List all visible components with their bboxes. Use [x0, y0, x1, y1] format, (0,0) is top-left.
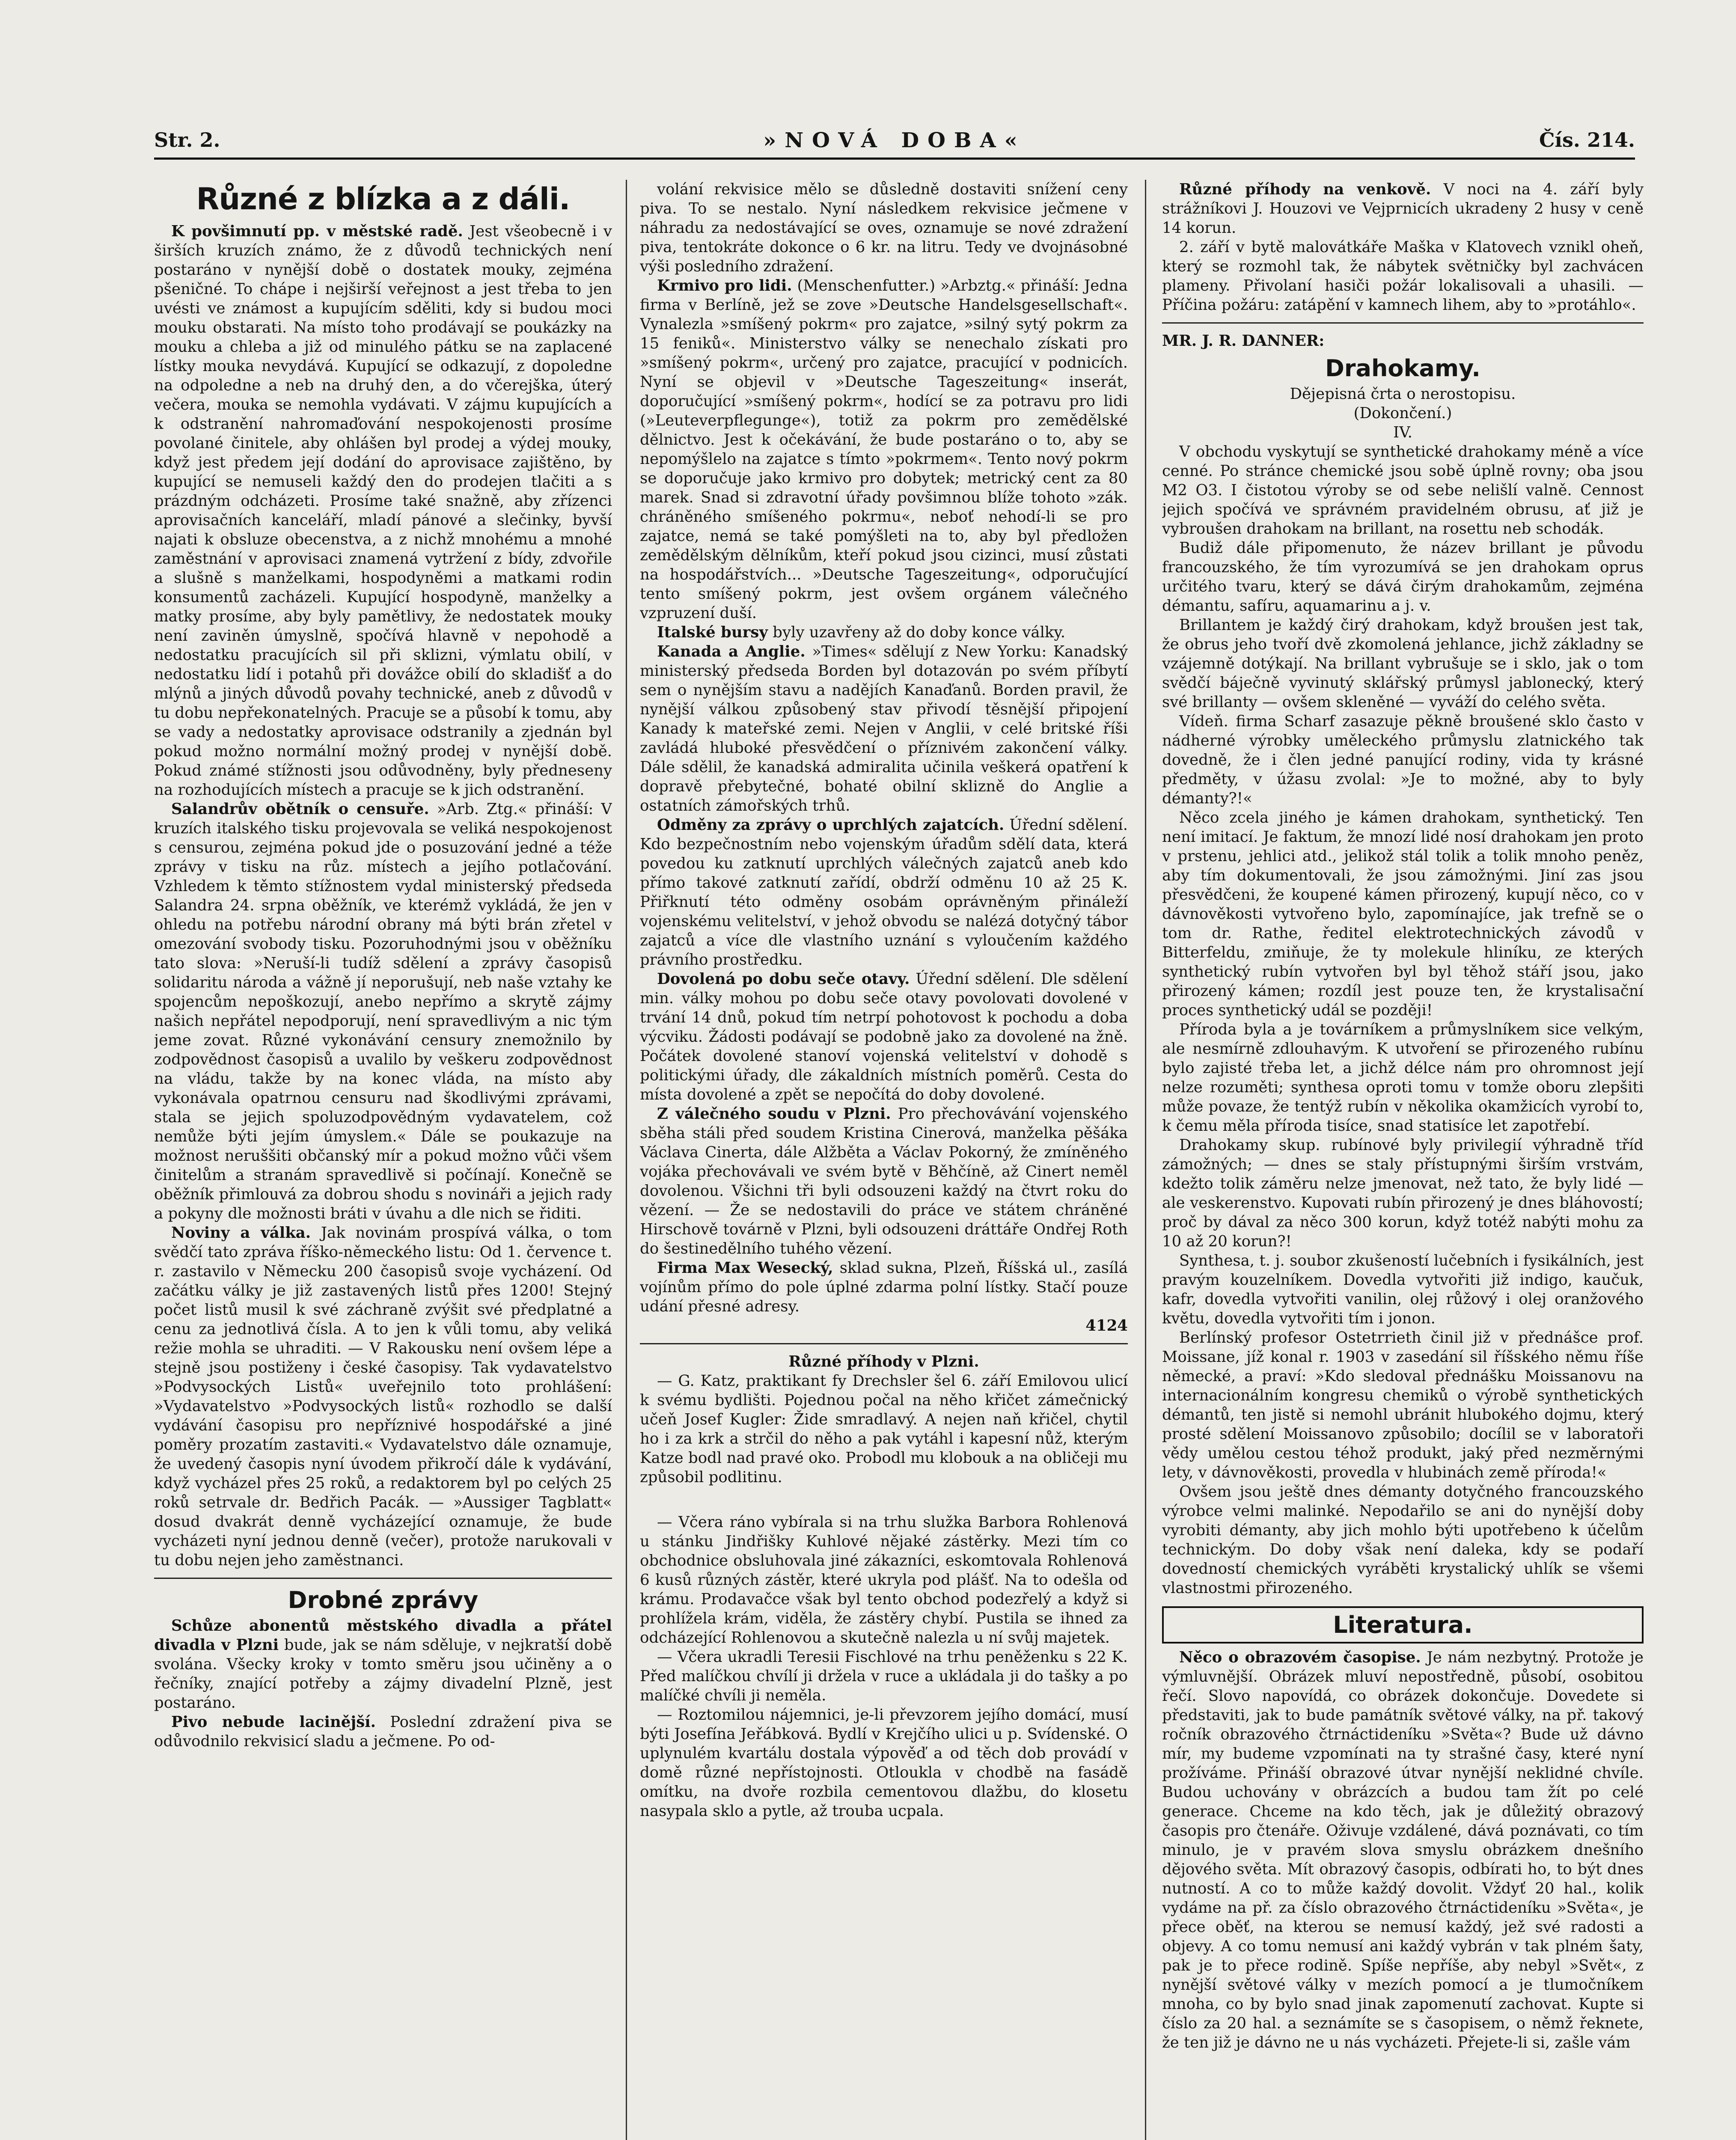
article-heading: K povšimnutí pp. v městské radě. [171, 223, 463, 240]
article: — Roztomilou nájemnici, je-li převzorem jejího domácí, musí býti Josefína Jeřábková. Bydlí v Krejčího ulici u p. Svídenské. O uplynulém kvartálu dostala výpověď a od těch dob provádí v domě různé nepřístojnosti. Otloukla v chodbě na fasádě omítku, na dvoře rozbila cementovou dlažbu, do klosetu nasypala sklo a pytle, až trouba ucpala. [640, 1706, 1128, 1820]
article [640, 642, 1128, 815]
article-continued: volání rekvisice mělo se důsledně dostaviti snížení ceny piva. To se nestalo. Nyní následkem rekvisice ječmene v náhradu za nedostávající se oves, oznamuje se nové zdražení piva, tentokráte dokonce o 6 kr. na litru. Tedy ve dvojnásobné výši posledního zdražení. [640, 181, 1128, 275]
section-title: Různé příhody v Plzni. [788, 1353, 979, 1370]
article-text: V noci na 4. září byly strážníkovi J. Houzovi ve Vejprnicích ukradeny 2 husy v ceně 14 korun. [1162, 181, 1644, 237]
masthead [154, 128, 1635, 167]
article-text: »Arb. Ztg.« přináší: V kruzích italského tisku projevovala se veliká nespokojenost s censurou, zejména pokud jde o posuzování jedné a téže zprávy v tisku na růz. místech a jejího potlačování. Vzhledem k těmto stížnostem vydal ministerský předseda Salandra 24. srpna oběžník, ve kterémž vykládá, že jen v ohledu na potřebu národní obrany má býti brán zřetel v omezování svobody tisku. Pozoruhodnými jsou v oběžníku tato slova: »Neruší-li tudíž sdělení a zprávy časopisů solidaritu národa a vážně jí neporušují, neb naše vztahy ke spojencům nepoškozují, anebo nepřímo a skrytě zájmy našich nepřátel nepodporují, není spravedlivým a nic tým jeme zovat. Různé vykonávání censury znemožnilo by zodpovědnost časopisů a uvalilo by veškeru zodpovědnost na vládu, takže by na konec vláda, na místo aby vykonávala opatrnou censuru nad škodlivými zprávami, stala se jejich spoluzodpovědným vydavatelem, což nemůže býti jejím úmyslem.« Dále se poukazuje na možnost neruššiti občanský mír a pokud možno vůči všem činitelům a stranám spravedlivě si počínají. Konečně se oběžník přimlouvá za dobrou shodu s novináři a jejich rady a pokyny dle možnosti bráti v úvahu a dle nich se řiditi. [154, 800, 612, 1222]
article [640, 623, 1128, 642]
section-numeral: IV. [1393, 424, 1412, 441]
page-label: Str. 2. [154, 128, 220, 152]
article-heading: Firma Max Wesecký, [657, 1259, 833, 1277]
article [640, 1104, 1128, 1258]
section-rule [154, 1578, 612, 1579]
article-paragraph: Příroda byla a je továrníkem a průmyslníkem sice velkým, ale nesmírně zdlouhavým. K utvoření se přirozeného rubínu bylo zajisté třeba let, a jichž délce nám pro ohromnost její nelze rozuměti; synthesa oproti tomu v tomže oboru zlepšiti může povaze, že tentýž rubín v několika okamžicích vyrobí to, k čemu měla příroda tisíce, snad statisíce let zapotřebí. [1162, 1021, 1644, 1135]
section-headline: Různé z blízka a z dáli. [196, 181, 570, 217]
article-text: Úřední sdělení. Dle sdělení min. války mohou po dobu seče otavy povolovati dovolené v trvání 14 dnů, pokud tím netrpí pohotovost k pochodu a doba výcviku. Žádosti podávají se podobně jako za dovolené na žně. Počátek dovolené stanoví vojenská velitelství v dohodě s politickými úřady, dle zákaldních místních poměrů. Cesta do místa dovolené a zpět se nepočítá do doby dovolené. [640, 970, 1128, 1103]
article-text: (Menschenfutter.) »Arbztg.« přináší: Jedna firma v Berlíně, jež se zove »Deutsche Handelsgesellschaft«. Vynalezla »smíšený pokrm« pro zajatce, »silný sytý pokrm za 15 feniků«. Ministerstvo války se nenechalo získati pro »smíšený pokrm«, určený pro zajatce, pracující v podnicích. Nyní se objevil v »Deutsche Tageszeitung« inserát, doporučující »smíšený pokrm«, hodící se za potravu pro lidi (»Leuteverpflegunge«), totiž za pokrm pro zemědělské dělnictvo. Jest k očekávání, že bude postaráno o to, aby se nepomýšlelo na zajatce s tímto »pokrmem«. Tento nový pokrm se doporučuje jako krmivo pro dobytek; metrický cent za 80 marek. Snad si zdravotní úřady povšimnou blíže tohoto »zák. chráněného smíšeného pokrmu«, neboť nehodí-li se pro zajatce, nemá se také pomýšleti na to, aby byl předložen zemědělským dělníkům, kteří pokud jsou cizinci, musí zůstati na hospodářstvích... »Deutsche Tageszeitung«, odporučující tento smíšený pokrm, jest ovšem orgánem válečného vzpruzení duší. [640, 277, 1128, 622]
article-title: Drahokamy. [1325, 355, 1480, 382]
article-paragraph: V obchodu vyskytují se synthetické drahokamy méně a více cenné. Po stránce chemické jsou sobě úplně rovny; oba jsou M2 O3. I čistotou výroby se od sebe nelišlí valně. Cennost jejich spočívá ve správném pravidelném obrusu, ať již je vybroušen drahokam na brillant, na rosettu neb schodák. [1162, 443, 1644, 538]
article-heading: Salandrův obětník o censuře. [171, 800, 429, 818]
article-paragraph: Ovšem jsou ještě dnes démanty dotyčného francouzského výrobce velmi malinké. Nepodařilo se ani do nynější doby vyrobiti démanty, aby jich mohlo býti upotřebeno k účelům technickým. Do doby však není daleka, kdy se podaří dovedností chemických vyráběti krystalický uhlík se všemi vlastnostmi přirozeného. [1162, 1483, 1644, 1597]
article-heading: Dovolená po dobu seče otavy. [657, 970, 910, 988]
advertisement [640, 1258, 1128, 1316]
article-text: Je nám nezbytný. Protože je výmluvnější. Obrázek mluví nepostředně, působí, osobitou řečí. Slovo napovídá, co obrázek dokončuje. Dovedete si představiti, jak to bude památník světové války, na př. takový ročník obrazového čtrnáctideníku »Světa«? Bude už dávno mír, my budeme vzpomínati na ty strašné časy, které nyní prožíváme. Přináší obrazové útvar nynější neklidné chvíle. Budou uchovány v obrázcích a budou tam žít po celé generace. Chceme na kdo těch, jak je důležitý obrazový časopis pro čtenáře. Oživuje vzdálené, dává poznávati, co tím minulo, je v pravém slova smyslu obrázkem dnešního dějového světa. Mít obrazový časopis, odbírati ho, to být dnes nutností. A co to může každý dovolit. Vždyť 20 hal., kolik vydáme na př. za číslo obrazového čtrnáctideníku »Světa«, je přece oběť, na kterou se nemusí každý, jež své radosti a objevy. A co tomu nemusí ani každý vybrán v tak plném šaty, pak je to přece rodině. Spíše nepříše, aby nebyl »Svět«, z nynější světové války v mezích pomocí a je tlumočníkem mnoha, co by bylo snad jinak zapomenutí zachovat. Kupte si číslo za 20 hal. a seznámíte se s časopisem, o němž řeknete, že ten již je dávno ne u nás vycházeti. Přejete-li si, zašle vám [1162, 1649, 1644, 2051]
article-paragraph: Brillantem je každý čirý drahokam, když broušen jest tak, že obrus jeho tvoří dvě zkomolená jehlance, jichž základny se vzájemně dotýkají. Na brillant vybrušuje se i sklo, jak o tom svědčí báječně vyvinutý sklářský průmysl jablonecký, který své brillanty — ovšem skleněné — vyváží do celého světa. [1162, 616, 1644, 711]
column-divider [626, 180, 627, 2140]
article [640, 969, 1128, 1104]
article-paragraph: Synthesa, t. j. soubor zkušeností lučebních i fysikálních, jest pravým kouzelníkem. Dovedla vytvořiti již indigo, kaučuk, kafr, dovedla vytvořiti vanilin, olej růžový i olej oranžového květu, dovedla vytvořiti tím i jonon. [1162, 1252, 1644, 1327]
article: 2. září v bytě malovátkáře Maška v Klatovech vznikl oheň, který se rozmohl tak, že nábytek světničky byl zachvácen plameny. Přivolaní hasiči požár lokalisovali a uhasili. — Příčina požáru: zatápění v kamnech lihem, aby to »protáhlo«. [1162, 238, 1644, 314]
article [154, 222, 612, 800]
article [1162, 180, 1644, 238]
article-paragraph: Drahokamy skup. rubínové byly privilegií výhradně tříd zámožných; — dnes se staly přístupnými širším vrstvám, kdežto tolik záměru nelze jmenovat, než tato, že byly lidé — ale veskerenstvo. Kupovati rubín přirozený je dnes bláhovostí; proč by dával za něco 300 korun, když totéž nabýti mohu za 10 až 20 korun?! [1162, 1136, 1644, 1250]
article-heading: Něco o obrazovém časopise. [1179, 1649, 1421, 1666]
masthead-rule [154, 158, 1635, 160]
article [154, 1223, 612, 1570]
column-1 [154, 180, 612, 2140]
article-heading: Kanada a Anglie. [657, 643, 806, 660]
article [640, 815, 1128, 969]
article [640, 276, 1128, 623]
article-paragraph: Vídeň. firma Scharf zasazuje pěkně broušené sklo často v nádherné výrobky uměleckého průmyslu zlatnického tak dovedně, že i člen jedné panující rodiny, vida ty krásné předměty, v úžasu zvolal: »Je to možné, aby to byly démanty?!« [1162, 713, 1644, 807]
article-subtitle: Dějepisná črta o nerostopisu. [1290, 385, 1516, 403]
article-heading: Krmivo pro lidi. [657, 277, 792, 294]
article-text: sklad sukna, Plzeň, Říšská ul., zasílá vojínům přímo do pole úplné zdarma polní lístky. Stačí pouze udání přesné adresy. [640, 1259, 1128, 1315]
article-text: Úřední sdělení. Kdo bezpečnostním nebo vojenským úřadům sdělí data, která povedou ku zatknutí uprchlých válečných zajatců aneb kdo přímo takové zatknutí zařídí, obdrží odměnu 10 až 25 K. Přiřknutí této odměny osobám oprávněným přináleží vojenskému velitelství, v jehož obvodu se nalézá dotyčný tábor zajatců a více dle vlastního uznání s vyloučením každého právního prostředku. [640, 816, 1128, 969]
article-heading: Odměny za zprávy o uprchlých zajatcích. [657, 816, 1005, 834]
section-title: Drobné zprávy [288, 1587, 479, 1614]
article [154, 800, 612, 1223]
issue-number: Čís. 214. [1539, 128, 1635, 152]
article-text: »Times« sdělují z New Yorku: Kanadský ministerský předseda Borden byl dotazován po svém příbytí sem o nynějším stavu a nadějích Kanaďanů. Borden pravil, že nynější válkou způsobený stav přivodí těsnější připojení Kanady k mateřské zemi. Nejen v Anglii, v celé britské říši zavládá hluboké přesvědčení o příznivém zakončení války. Dále sdělil, že kanadská admiralita učinila veškerá opatření k dopravě přebytečné, bohaté obilní sklizně do Anglie a ostatních zámořských trhů. [640, 643, 1128, 814]
article-heading: Pivo nebude lacinější. [171, 1713, 376, 1731]
article: — G. Katz, praktikant fy Drechsler šel 6. září Emilovou ulicí k svému bydlišti. Pojednou počal na něho křičet zámečnický učeň Josef Kugler: Žide smradlavý. A nejen naň křičel, chytil ho i za krk a strčil do něho a pak vytáhl i kapesní nůž, kterým Katze bodl nad pravé oko. Probodl mu klobouk a na obličeji mu způsobil podlitinu. [640, 1372, 1128, 1486]
article-heading: Italské bursy [657, 624, 768, 641]
article-text: Jest všeobecně i v širších kruzích známo, že z důvodů technických není postaráno v nynější době o dostatek mouky, zejména pšeničné. To chápe i nejširší veřejnost a jest třeba to jen uvésti ve známost a kupujícím sděliti, kdy si budou moci mouku obstarati. Na místo toho prodávají se poukázky na mouku a chleba a již od minulého pátku se na zaplacené lístky mouka nevydává. Kupující se odkazují, z dopoledne na odpoledne a neb na druhý den, a do včerejška, úterý večera, mouka se nemohla vydávati. V zájmu kupujících a k odstranění nahromaďování nespokojenosti prosíme povolané činitele, aby ohlášen byl prodej a výdej mouky, když jest předem její dodání do aprovisace zajištěno, by kupující se nemuseli každý den do prodejen tlačiti a s prázdným odcházeti. Prosíme také snažně, aby zřízenci aprovisačních kanceláří, mladí pánové a slečinky, byvší najati k obsluze obecenstva, a z nichž mnohému a mnohé zaměstnání v aprovisaci znamená vytržení z bídy, zdvořile a slušně s manželkami, hospodyněmi a matkami rodin konsumentů zacházeli. Kupující hospodyně, manželky a matky prosíme, aby byly pamětlivy, že nedostatek mouky není zaviněn úmyslně, spočívá hlavně v nepohodě a nedostatku pracujících sil při sklizni, výmlatu obilí, v nedostatku lidí i potahů při dovážce obilí do skladišť a do mlýnů a jiných důvodů povahy technické, aneb z důvodů v tu dobu nepřekonatelných. Pracuje se a působí k tomu, aby se vady a nedostatky aprovisace odstranily a zjednán byl pokud možno normální možný prodej v nynější době. Pokud známé stížnosti jsou odůvodněny, byly předneseny na rozhodujících místech a pracuje se k jich odstranění. [154, 223, 612, 799]
continued-note: (Dokončení.) [1353, 404, 1452, 422]
article-heading: Různé příhody na venkově. [1179, 181, 1431, 198]
article-text: byly uzavřeny až do doby konce války. [773, 624, 1066, 641]
section-title-box [1162, 1606, 1644, 1644]
article-text: Poslední zdražení piva se odůvodnilo rekvisicí sladu a ječmene. Po od- [154, 1713, 612, 1750]
article-paragraph: Budiž dále připomenuto, že název brillant je původu francouzského, že tím vyrozumívá se jen drahokam oprus určitého tvaru, který se dává čirým drahokamům, zejména démantu, safíru, aquamarinu a j. v. [1162, 539, 1644, 615]
article: — Včera ráno vybírala si na trhu služka Barbora Rohlenová u stánku Jindřišky Kuhlové nějaké zástěrky. Mezi tím co obchodnice obsluhovala jiné zákazníci, eskomtovala Rohlenová 6 kusů různých zástěr, které ukryla pod plášť. Na to odešla od krámu. Prodavačce však byl tento obchod podezřelý a když si prohlížela krám, viděla, že zástěry chybí. Pustila se ihned za odcházející Rohlenovou a skutečně nalezla u ní svůj majetek. [640, 1513, 1128, 1647]
article-paragraph: Něco zcela jiného je kámen drahokam, synthetický. Ten není imitací. Je faktum, že mnozí lidé nosí drahokam jen proto v prstenu, jehlici atd., jelikož stál tolik a tolik mnoho peněz, aby tím dokumentovali, že jsou zámožnými. Jiní zas jsou přesvědčeni, že koupené kámen přirozený, kupují něco, co v dávnověkosti vytvořeno bylo, zapomínajíce, jak trefně se o tom dr. Rathe, ředitel elektrotechnických závodů v Bitterfeldu, zmiňuje, že ty molekule hliníku, ze kterých synthetický rubín vytvořen byl byl těhož stáří jsou, jako přirozený kámen; rozdíl jest pouze ten, že krystalisační proces synthetický udál se později! [1162, 809, 1644, 1019]
article-heading: Noviny a válka. [171, 1224, 311, 1242]
column-3 [1162, 180, 1644, 2140]
article-text: bude, jak se nám sděluje, v nejkratší době svolána. Všecky kroky v tomto směru jsou učiněny a o řečníky, znající potřeby a zájmy divadelní Plzně, jest postaráno. [154, 1636, 612, 1712]
section-title: Literatura. [1333, 1611, 1473, 1638]
column-2 [640, 180, 1128, 2140]
article-author: MR. J. R. DANNER: [1162, 332, 1325, 350]
section-rule [1162, 322, 1644, 324]
article-text: Jak novinám prospívá válka, o tom svědčí tato zpráva říško-německého listu: Od 1. července t. r. zastavilo v Německu 200 časopisů svoje vycházení. Od začátku války je již zastavených listů přes 1200! Stejný počet listů musil k své záchraně zvýšit své předplatné a cenu za jednotlivá čísla. A to jen k vůli tomu, aby veliká režie mohla se uhraditi. — V Rakousku není ovšem lépe a stejně jsou postiženy i české časopisy. Tak vydavatelstvo »Podvysockých Listů« uveřejnilo toto prohlášení: »Vydavatelstvo »Podvysockých listů« rozhodlo se další vydávání časopisu pro nepříznivé hospodářské a jiné poměry prozatím zastaviti.« Vydavatelstvo dále oznamuje, že uvedený časopis nyní úvodem přikročí dále k vydávání, když vycházel přes 25 roků, a redaktorem byl po celých 25 roků setrvale dr. Bedřich Pacák. — »Aussiger Tagblatt« dosud dvakrát denně vycházející oznamuje, že bude vycházeti nyní jednou denně (večer), protože narukovali v tu dobu nejen jeho zaměstnanci. [154, 1224, 612, 1569]
article: — Včera ukradli Teresii Fischlové na trhu peněženku s 22 K. Před malíčkou chvílí ji držela v ruce a ukládala ji do tašky a po malíčké chvíli ji neměla. [640, 1648, 1128, 1704]
section-rule [640, 1343, 1128, 1344]
article [154, 1712, 612, 1751]
article-text: Pro přechovávání vojenského sběha stáli před soudem Kristina Cinerová, manželka pěšáka Václava Cinerta, dále Alžběta a Václav Pokorný, že zmíněného vojáka přechovávali ve svém bytě v Běhčíně, až Cinert neměl dovolenou. Všichni tři byli odsouzeni každý na čtvrt roku do vězení. — Že se nedostavili do práce ve státem chráněné Hirschově továrně v Plzni, byli odsouzeni dráttáře Ondřej Roth do šestinedělního tuhého vězení. [640, 1105, 1128, 1257]
article [1162, 1648, 1644, 2052]
blank-space [640, 1487, 1128, 1513]
article-heading: Z válečného soudu v Plzni. [657, 1105, 891, 1123]
ad-number: 4124 [1085, 1317, 1128, 1335]
column-divider [1145, 180, 1146, 2140]
article [154, 1616, 612, 1712]
article-paragraph: Berlínský profesor Ostetrrieth činil již v přednášce prof. Moissane, jíž konal r. 1903 v zasedání sil říšského němu říše německé, a praví: »Kdo sledoval přednášku Moissanovu na internacionálním kongresu chemiků o výrobě synthetických démantů, ten jistě si nemohl ubránit hlubokého dojmu, který prosté sdělení Moissanovo způsobilo; docílil se v laboratoři vědy umělou cestou téhož produkt, jaký před nezměrnými lety, v dávnověkosti, provedla v hlubinách země příroda!« [1162, 1329, 1644, 1481]
paper-title: »NOVÁ DOBA« [763, 128, 1026, 152]
article-heading: Schůze abonentů městského divadla a přátel divadla v Plzni [154, 1617, 612, 1654]
